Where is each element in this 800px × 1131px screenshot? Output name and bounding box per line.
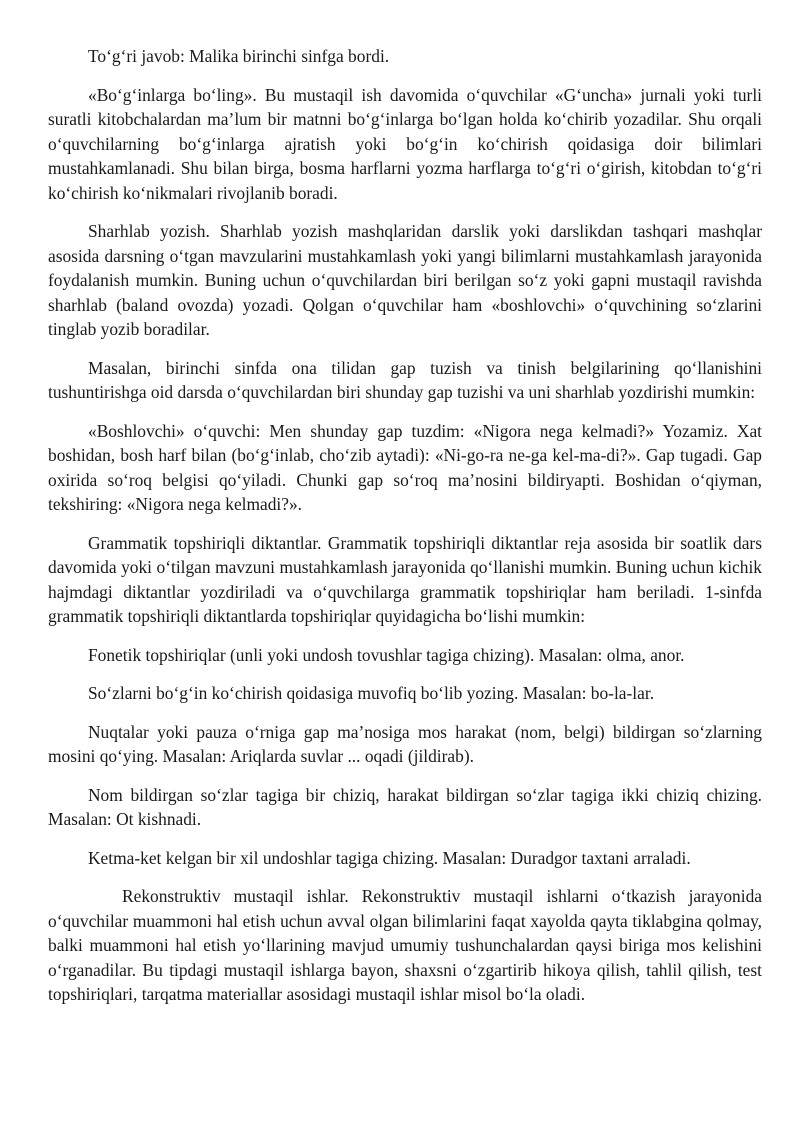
paragraph-correct-answer: To‘g‘ri javob: Malika birinchi sinfga bordi. [88, 46, 390, 66]
paragraph-fill-blank-task: Nuqtalar yoki pauza o‘rniga gap ma’nosiga mos harakat (nom, belgi) bildirgan so‘zlarning mosini qo‘ying. Masalan: Ariqlarda suvlar ... oqadi (jildirab). [48, 721, 762, 766]
paragraph-leader-pupil: «Boshlovchi» o‘quvchi: Men shunday gap tuzdim: «Nigora nega kelmadi?» Yozamiz. Xat boshidan, bosh harf bilan (bo‘g‘inlab, cho‘zib aytadi): «Ni-go-ra ne-ga kel-ma-di?». Gap tugadi. Gap oxirida so‘roq belgisi qo‘yiladi. Chunki gap so‘roq ma’nosini bildiryapti. Boshidan o‘qiyman, tekshiring: «Nigora nega kelmadi?». [48, 420, 762, 514]
paragraph-reconstructive-work: Rekonstruktiv mustaqil ishlar. Rekonstruktiv mustaqil ishlarni o‘tkazish jarayonida o‘quvchilar muammoni hal etish uchun avval olgan bilimlarini faqat xayolda qayta tiklabgina qolmay, balki muammoni hal etish yo‘llarining mavjud umumiy tushunchalardan qaysi biriga mos kelishini o‘rganadilar. Bu tipdagi mustaqil ishlarga bayon, shaxsni o‘zgartirib hikoya qilish, tahlil qilish, test topshiriqlari, tarqatma materiallar asosidagi mustaqil ishlar misol bo‘la oladi. [48, 886, 762, 1004]
paragraph-underline-task: Nom bildirgan so‘zlar tagiga bir chiziq, harakat bildirgan so‘zlar tagiga ikki chiziq chizing. Masalan: Ot kishnadi. [48, 784, 762, 829]
paragraph-syllable-division: «Bo‘g‘inlarga bo‘ling». Bu mustaqil ish davomida o‘quvchilar «G‘uncha» jurnali yoki turli suratli kitobchalardan ma’lum bir matnni bo‘g‘inlarga bo‘lgan holda ko‘chirib yozadilar. Shu orqali o‘quvchilarning bo‘g‘inlarga ajratish yoki bo‘g‘in ko‘chirish qoidasiga doir bilimlari mustahkamlanadi. Shu bilan birga, bosma harflarni yozma harflarga to‘g‘ri o‘girish, kitobdan to‘g‘ri ko‘chirish ko‘nikmalari rivojlanib boradi. [48, 84, 762, 203]
paragraph-consonant-task: Ketma-ket kelgan bir xil undoshlar tagiga chizing. Masalan: Duradgor taxtani arraladi. [88, 847, 691, 868]
paragraph-first-grade-example: Masalan, birinchi sinfda ona tilidan gap tuzish va tinish belgilarining qo‘llanishini tushuntirishga oid darsda o‘quvchilardan biri shunday gap tuzishi va uni sharhlab yozdirishi mumkin: [48, 357, 762, 402]
paragraph-commented-writing: Sharhlab yozish. Sharhlab yozish mashqlaridan darslik yoki darslikdan tashqari mashqlar asosida darsning o‘tgan mavzularini mustahkamlash yoki yangi bilimlarni mustahkamlash jarayonida foydalanish mumkin. Buning uchun o‘quvchilardan biri berilgan so‘z yoki gapni mustaqil ravishda sharhlab (baland ovozda) yozadi. Qolgan o‘quvchilar ham «boshlovchi» o‘quvchining so‘zlarini tinglab yozib boradilar. [48, 221, 762, 339]
paragraph-syllable-task: So‘zlarni bo‘g‘in ko‘chirish qoidasiga muvofiq bo‘lib yozing. Masalan: bo-la-lar. [88, 683, 655, 703]
paragraph-phonetic-task: Fonetik topshiriqlar (unli yoki undosh tovushlar tagiga chizing). Masalan: olma, anor. [88, 644, 685, 665]
paragraph-grammar-dictation: Grammatik topshiriqli diktantlar. Grammatik topshiriqli diktantlar reja asosida bir soatlik dars davomida yoki o‘tilgan mavzuni mustahkamlash jarayonida qo‘llanishi mumkin. Buning uchun kichik hajmdagi diktantlar yozdiriladi va o‘quvchilarga grammatik topshiriqlar ham beriladi. 1-sinfda grammatik topshiriqli diktantlarda topshiriqlar quyidagicha bo‘lishi mumkin: [48, 532, 762, 626]
